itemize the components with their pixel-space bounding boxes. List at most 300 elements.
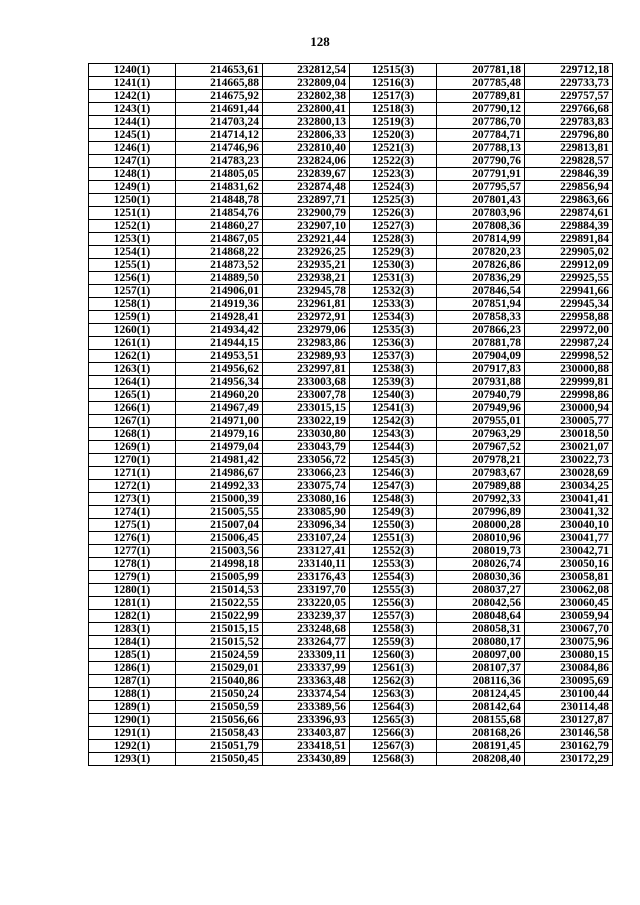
y-coordinate-cell: 230114,48 — [525, 701, 613, 714]
table-row — [89, 246, 613, 259]
x-coordinate-cell: 214928,41 — [176, 311, 263, 324]
point-id-cell: 12550(3) — [350, 519, 437, 532]
table-row — [89, 142, 613, 155]
point-id-cell: 1279(1) — [89, 571, 176, 584]
y-coordinate-cell: 233396,93 — [263, 714, 350, 727]
y-coordinate-cell: 229846,39 — [525, 168, 613, 181]
table-row — [89, 337, 613, 350]
y-coordinate-cell: 232945,78 — [263, 285, 350, 298]
y-coordinate-cell: 230084,86 — [525, 662, 613, 675]
table-row — [89, 350, 613, 363]
point-id-cell: 1256(1) — [89, 272, 176, 285]
x-coordinate-cell: 208155,68 — [437, 714, 525, 727]
point-id-cell: 1248(1) — [89, 168, 176, 181]
point-id-cell: 12558(3) — [350, 623, 437, 636]
y-coordinate-cell: 232897,71 — [263, 194, 350, 207]
point-id-cell: 12516(3) — [350, 77, 437, 90]
x-coordinate-cell: 208124,45 — [437, 688, 525, 701]
table-row — [89, 441, 613, 454]
x-coordinate-cell: 207851,94 — [437, 298, 525, 311]
y-coordinate-cell: 229884,39 — [525, 220, 613, 233]
y-coordinate-cell: 233003,68 — [263, 376, 350, 389]
point-id-cell: 12549(3) — [350, 506, 437, 519]
x-coordinate-cell: 214675,92 — [176, 90, 263, 103]
point-id-cell: 12564(3) — [350, 701, 437, 714]
point-id-cell: 12540(3) — [350, 389, 437, 402]
y-coordinate-cell: 233220,05 — [263, 597, 350, 610]
point-id-cell: 1287(1) — [89, 675, 176, 688]
y-coordinate-cell: 232812,54 — [263, 64, 350, 77]
point-id-cell: 1250(1) — [89, 194, 176, 207]
x-coordinate-cell: 214889,50 — [176, 272, 263, 285]
table-body — [89, 64, 613, 766]
x-coordinate-cell: 214691,44 — [176, 103, 263, 116]
point-id-cell: 1290(1) — [89, 714, 176, 727]
x-coordinate-cell: 215056,66 — [176, 714, 263, 727]
point-id-cell: 12532(3) — [350, 285, 437, 298]
table-row — [89, 116, 613, 129]
x-coordinate-cell: 208142,64 — [437, 701, 525, 714]
point-id-cell: 1269(1) — [89, 441, 176, 454]
point-id-cell: 12542(3) — [350, 415, 437, 428]
point-id-cell: 1260(1) — [89, 324, 176, 337]
point-id-cell: 12562(3) — [350, 675, 437, 688]
point-id-cell: 12541(3) — [350, 402, 437, 415]
y-coordinate-cell: 232810,40 — [263, 142, 350, 155]
y-coordinate-cell: 233066,23 — [263, 467, 350, 480]
table-row — [89, 311, 613, 324]
table-row — [89, 402, 613, 415]
point-id-cell: 12526(3) — [350, 207, 437, 220]
x-coordinate-cell: 214956,34 — [176, 376, 263, 389]
table-row — [89, 220, 613, 233]
point-id-cell: 1291(1) — [89, 727, 176, 740]
point-id-cell: 12546(3) — [350, 467, 437, 480]
y-coordinate-cell: 233374,54 — [263, 688, 350, 701]
table-row — [89, 389, 613, 402]
y-coordinate-cell: 229712,18 — [525, 64, 613, 77]
point-id-cell: 1277(1) — [89, 545, 176, 558]
y-coordinate-cell: 230028,69 — [525, 467, 613, 480]
x-coordinate-cell: 214992,33 — [176, 480, 263, 493]
point-id-cell: 12568(3) — [350, 753, 437, 766]
y-coordinate-cell: 230067,70 — [525, 623, 613, 636]
y-coordinate-cell: 233056,72 — [263, 454, 350, 467]
point-id-cell: 1285(1) — [89, 649, 176, 662]
point-id-cell: 1284(1) — [89, 636, 176, 649]
y-coordinate-cell: 229783,83 — [525, 116, 613, 129]
y-coordinate-cell: 229905,02 — [525, 246, 613, 259]
y-coordinate-cell: 232802,38 — [263, 90, 350, 103]
y-coordinate-cell: 233096,34 — [263, 519, 350, 532]
y-coordinate-cell: 233007,78 — [263, 389, 350, 402]
y-coordinate-cell: 232997,81 — [263, 363, 350, 376]
y-coordinate-cell: 230100,44 — [525, 688, 613, 701]
y-coordinate-cell: 232800,13 — [263, 116, 350, 129]
x-coordinate-cell: 207983,67 — [437, 467, 525, 480]
y-coordinate-cell: 230000,88 — [525, 363, 613, 376]
point-id-cell: 1293(1) — [89, 753, 176, 766]
point-id-cell: 1283(1) — [89, 623, 176, 636]
point-id-cell: 12543(3) — [350, 428, 437, 441]
point-id-cell: 12520(3) — [350, 129, 437, 142]
table-row — [89, 363, 613, 376]
y-coordinate-cell: 230050,16 — [525, 558, 613, 571]
x-coordinate-cell: 215015,52 — [176, 636, 263, 649]
x-coordinate-cell: 215040,86 — [176, 675, 263, 688]
table-row — [89, 662, 613, 675]
y-coordinate-cell: 230022,73 — [525, 454, 613, 467]
y-coordinate-cell: 229891,84 — [525, 233, 613, 246]
x-coordinate-cell: 214971,00 — [176, 415, 263, 428]
y-coordinate-cell: 232935,21 — [263, 259, 350, 272]
point-id-cell: 1273(1) — [89, 493, 176, 506]
x-coordinate-cell: 214854,76 — [176, 207, 263, 220]
x-coordinate-cell: 207949,96 — [437, 402, 525, 415]
y-coordinate-cell: 233309,11 — [263, 649, 350, 662]
y-coordinate-cell: 233022,19 — [263, 415, 350, 428]
table-row — [89, 64, 613, 77]
x-coordinate-cell: 215003,56 — [176, 545, 263, 558]
y-coordinate-cell: 232806,33 — [263, 129, 350, 142]
point-id-cell: 12565(3) — [350, 714, 437, 727]
point-id-cell: 1274(1) — [89, 506, 176, 519]
x-coordinate-cell: 215007,04 — [176, 519, 263, 532]
table-row — [89, 324, 613, 337]
point-id-cell: 1263(1) — [89, 363, 176, 376]
point-id-cell: 1288(1) — [89, 688, 176, 701]
table-row — [89, 259, 613, 272]
table-row — [89, 415, 613, 428]
y-coordinate-cell: 229766,68 — [525, 103, 613, 116]
x-coordinate-cell: 214944,15 — [176, 337, 263, 350]
point-id-cell: 1251(1) — [89, 207, 176, 220]
point-id-cell: 12556(3) — [350, 597, 437, 610]
x-coordinate-cell: 214665,88 — [176, 77, 263, 90]
y-coordinate-cell: 233389,56 — [263, 701, 350, 714]
table-row — [89, 597, 613, 610]
x-coordinate-cell: 214848,78 — [176, 194, 263, 207]
table-row — [89, 740, 613, 753]
point-id-cell: 1240(1) — [89, 64, 176, 77]
x-coordinate-cell: 214805,05 — [176, 168, 263, 181]
x-coordinate-cell: 207858,33 — [437, 311, 525, 324]
page-number: 128 — [310, 34, 330, 49]
point-id-cell: 1276(1) — [89, 532, 176, 545]
table-row — [89, 649, 613, 662]
point-id-cell: 12566(3) — [350, 727, 437, 740]
x-coordinate-cell: 214867,05 — [176, 233, 263, 246]
point-id-cell: 1264(1) — [89, 376, 176, 389]
point-id-cell: 1254(1) — [89, 246, 176, 259]
x-coordinate-cell: 215058,43 — [176, 727, 263, 740]
table-row — [89, 545, 613, 558]
point-id-cell: 12531(3) — [350, 272, 437, 285]
y-coordinate-cell: 230021,07 — [525, 441, 613, 454]
point-id-cell: 1268(1) — [89, 428, 176, 441]
x-coordinate-cell: 214783,23 — [176, 155, 263, 168]
y-coordinate-cell: 232800,41 — [263, 103, 350, 116]
x-coordinate-cell: 214986,67 — [176, 467, 263, 480]
y-coordinate-cell: 230034,25 — [525, 480, 613, 493]
y-coordinate-cell: 233248,68 — [263, 623, 350, 636]
x-coordinate-cell: 215000,39 — [176, 493, 263, 506]
y-coordinate-cell: 232961,81 — [263, 298, 350, 311]
y-coordinate-cell: 233015,15 — [263, 402, 350, 415]
y-coordinate-cell: 229998,52 — [525, 350, 613, 363]
point-id-cell: 12521(3) — [350, 142, 437, 155]
coordinate-table — [88, 63, 613, 766]
x-coordinate-cell: 207790,12 — [437, 103, 525, 116]
x-coordinate-cell: 214703,24 — [176, 116, 263, 129]
table-row — [89, 376, 613, 389]
y-coordinate-cell: 233075,74 — [263, 480, 350, 493]
y-coordinate-cell: 232824,06 — [263, 155, 350, 168]
point-id-cell: 12545(3) — [350, 454, 437, 467]
point-id-cell: 12557(3) — [350, 610, 437, 623]
table-row — [89, 727, 613, 740]
y-coordinate-cell: 230060,45 — [525, 597, 613, 610]
x-coordinate-cell: 214860,27 — [176, 220, 263, 233]
y-coordinate-cell: 229999,81 — [525, 376, 613, 389]
point-id-cell: 12533(3) — [350, 298, 437, 311]
x-coordinate-cell: 207788,13 — [437, 142, 525, 155]
point-id-cell: 1267(1) — [89, 415, 176, 428]
point-id-cell: 12528(3) — [350, 233, 437, 246]
x-coordinate-cell: 207940,79 — [437, 389, 525, 402]
x-coordinate-cell: 207836,29 — [437, 272, 525, 285]
y-coordinate-cell: 233239,37 — [263, 610, 350, 623]
y-coordinate-cell: 233418,51 — [263, 740, 350, 753]
x-coordinate-cell: 208037,27 — [437, 584, 525, 597]
point-id-cell: 12518(3) — [350, 103, 437, 116]
x-coordinate-cell: 214967,49 — [176, 402, 263, 415]
point-id-cell: 12544(3) — [350, 441, 437, 454]
y-coordinate-cell: 230041,32 — [525, 506, 613, 519]
y-coordinate-cell: 233403,87 — [263, 727, 350, 740]
x-coordinate-cell: 215014,53 — [176, 584, 263, 597]
table-row — [89, 233, 613, 246]
x-coordinate-cell: 208058,31 — [437, 623, 525, 636]
table-row — [89, 285, 613, 298]
x-coordinate-cell: 207785,48 — [437, 77, 525, 90]
x-coordinate-cell: 208042,56 — [437, 597, 525, 610]
x-coordinate-cell: 207795,57 — [437, 181, 525, 194]
y-coordinate-cell: 232989,93 — [263, 350, 350, 363]
point-id-cell: 12519(3) — [350, 116, 437, 129]
x-coordinate-cell: 215051,79 — [176, 740, 263, 753]
x-coordinate-cell: 214906,01 — [176, 285, 263, 298]
x-coordinate-cell: 215005,55 — [176, 506, 263, 519]
table-row — [89, 610, 613, 623]
table-row — [89, 623, 613, 636]
point-id-cell: 1255(1) — [89, 259, 176, 272]
x-coordinate-cell: 207931,88 — [437, 376, 525, 389]
y-coordinate-cell: 229958,88 — [525, 311, 613, 324]
x-coordinate-cell: 214998,18 — [176, 558, 263, 571]
point-id-cell: 12537(3) — [350, 350, 437, 363]
x-coordinate-cell: 208019,73 — [437, 545, 525, 558]
point-id-cell: 1271(1) — [89, 467, 176, 480]
y-coordinate-cell: 229796,80 — [525, 129, 613, 142]
table-row — [89, 428, 613, 441]
point-id-cell: 1266(1) — [89, 402, 176, 415]
x-coordinate-cell: 207826,86 — [437, 259, 525, 272]
y-coordinate-cell: 232979,06 — [263, 324, 350, 337]
point-id-cell: 1272(1) — [89, 480, 176, 493]
x-coordinate-cell: 207789,81 — [437, 90, 525, 103]
point-id-cell: 12567(3) — [350, 740, 437, 753]
y-coordinate-cell: 232907,10 — [263, 220, 350, 233]
y-coordinate-cell: 233085,90 — [263, 506, 350, 519]
point-id-cell: 1282(1) — [89, 610, 176, 623]
table-row — [89, 103, 613, 116]
y-coordinate-cell: 230058,81 — [525, 571, 613, 584]
point-id-cell: 1257(1) — [89, 285, 176, 298]
y-coordinate-cell: 233363,48 — [263, 675, 350, 688]
point-id-cell: 1253(1) — [89, 233, 176, 246]
y-coordinate-cell: 230127,87 — [525, 714, 613, 727]
table-row — [89, 688, 613, 701]
y-coordinate-cell: 229828,57 — [525, 155, 613, 168]
point-id-cell: 1252(1) — [89, 220, 176, 233]
point-id-cell: 12530(3) — [350, 259, 437, 272]
point-id-cell: 1241(1) — [89, 77, 176, 90]
y-coordinate-cell: 229945,34 — [525, 298, 613, 311]
x-coordinate-cell: 215050,59 — [176, 701, 263, 714]
x-coordinate-cell: 207791,91 — [437, 168, 525, 181]
y-coordinate-cell: 233107,24 — [263, 532, 350, 545]
x-coordinate-cell: 207955,01 — [437, 415, 525, 428]
point-id-cell: 12525(3) — [350, 194, 437, 207]
point-id-cell: 1286(1) — [89, 662, 176, 675]
table-row — [89, 519, 613, 532]
x-coordinate-cell: 214953,51 — [176, 350, 263, 363]
y-coordinate-cell: 230172,29 — [525, 753, 613, 766]
y-coordinate-cell: 233080,16 — [263, 493, 350, 506]
y-coordinate-cell: 230080,15 — [525, 649, 613, 662]
y-coordinate-cell: 229998,86 — [525, 389, 613, 402]
y-coordinate-cell: 232874,48 — [263, 181, 350, 194]
x-coordinate-cell: 208048,64 — [437, 610, 525, 623]
point-id-cell: 12515(3) — [350, 64, 437, 77]
table-row — [89, 155, 613, 168]
x-coordinate-cell: 207781,18 — [437, 64, 525, 77]
y-coordinate-cell: 229987,24 — [525, 337, 613, 350]
y-coordinate-cell: 229925,55 — [525, 272, 613, 285]
x-coordinate-cell: 208026,74 — [437, 558, 525, 571]
y-coordinate-cell: 232972,91 — [263, 311, 350, 324]
y-coordinate-cell: 230018,50 — [525, 428, 613, 441]
x-coordinate-cell: 207820,23 — [437, 246, 525, 259]
table-row — [89, 480, 613, 493]
y-coordinate-cell: 230146,58 — [525, 727, 613, 740]
y-coordinate-cell: 233176,43 — [263, 571, 350, 584]
point-id-cell: 12561(3) — [350, 662, 437, 675]
x-coordinate-cell: 214746,96 — [176, 142, 263, 155]
y-coordinate-cell: 230162,79 — [525, 740, 613, 753]
point-id-cell: 1258(1) — [89, 298, 176, 311]
point-id-cell: 1246(1) — [89, 142, 176, 155]
y-coordinate-cell: 233430,89 — [263, 753, 350, 766]
x-coordinate-cell: 207803,96 — [437, 207, 525, 220]
table-row — [89, 77, 613, 90]
x-coordinate-cell: 208097,00 — [437, 649, 525, 662]
x-coordinate-cell: 208168,26 — [437, 727, 525, 740]
table-row — [89, 467, 613, 480]
point-id-cell: 12523(3) — [350, 168, 437, 181]
x-coordinate-cell: 207786,70 — [437, 116, 525, 129]
y-coordinate-cell: 229972,00 — [525, 324, 613, 337]
table-row — [89, 90, 613, 103]
point-id-cell: 12547(3) — [350, 480, 437, 493]
x-coordinate-cell: 214831,62 — [176, 181, 263, 194]
x-coordinate-cell: 214956,62 — [176, 363, 263, 376]
x-coordinate-cell: 215024,59 — [176, 649, 263, 662]
point-id-cell: 1261(1) — [89, 337, 176, 350]
point-id-cell: 12555(3) — [350, 584, 437, 597]
point-id-cell: 1270(1) — [89, 454, 176, 467]
point-id-cell: 12536(3) — [350, 337, 437, 350]
point-id-cell: 12527(3) — [350, 220, 437, 233]
point-id-cell: 1247(1) — [89, 155, 176, 168]
point-id-cell: 1292(1) — [89, 740, 176, 753]
x-coordinate-cell: 207963,29 — [437, 428, 525, 441]
x-coordinate-cell: 208116,36 — [437, 675, 525, 688]
x-coordinate-cell: 208208,40 — [437, 753, 525, 766]
x-coordinate-cell: 207917,83 — [437, 363, 525, 376]
x-coordinate-cell: 214868,22 — [176, 246, 263, 259]
table-row — [89, 636, 613, 649]
y-coordinate-cell: 232839,67 — [263, 168, 350, 181]
point-id-cell: 1278(1) — [89, 558, 176, 571]
x-coordinate-cell: 214981,42 — [176, 454, 263, 467]
point-id-cell: 12563(3) — [350, 688, 437, 701]
x-coordinate-cell: 207904,09 — [437, 350, 525, 363]
point-id-cell: 1242(1) — [89, 90, 176, 103]
x-coordinate-cell: 207992,33 — [437, 493, 525, 506]
x-coordinate-cell: 208080,17 — [437, 636, 525, 649]
y-coordinate-cell: 233127,41 — [263, 545, 350, 558]
y-coordinate-cell: 233140,11 — [263, 558, 350, 571]
point-id-cell: 12560(3) — [350, 649, 437, 662]
table-row — [89, 272, 613, 285]
x-coordinate-cell: 207814,99 — [437, 233, 525, 246]
x-coordinate-cell: 215050,45 — [176, 753, 263, 766]
y-coordinate-cell: 232926,25 — [263, 246, 350, 259]
x-coordinate-cell: 215015,15 — [176, 623, 263, 636]
table-row — [89, 181, 613, 194]
point-id-cell: 12524(3) — [350, 181, 437, 194]
x-coordinate-cell: 207801,43 — [437, 194, 525, 207]
point-id-cell: 1249(1) — [89, 181, 176, 194]
y-coordinate-cell: 233030,80 — [263, 428, 350, 441]
y-coordinate-cell: 233197,70 — [263, 584, 350, 597]
point-id-cell: 1275(1) — [89, 519, 176, 532]
x-coordinate-cell: 207978,21 — [437, 454, 525, 467]
y-coordinate-cell: 230059,94 — [525, 610, 613, 623]
x-coordinate-cell: 208191,45 — [437, 740, 525, 753]
x-coordinate-cell: 207989,88 — [437, 480, 525, 493]
point-id-cell: 1243(1) — [89, 103, 176, 116]
y-coordinate-cell: 232809,04 — [263, 77, 350, 90]
x-coordinate-cell: 214960,20 — [176, 389, 263, 402]
y-coordinate-cell: 230095,69 — [525, 675, 613, 688]
point-id-cell: 12551(3) — [350, 532, 437, 545]
x-coordinate-cell: 208000,28 — [437, 519, 525, 532]
x-coordinate-cell: 215006,45 — [176, 532, 263, 545]
y-coordinate-cell: 230042,71 — [525, 545, 613, 558]
